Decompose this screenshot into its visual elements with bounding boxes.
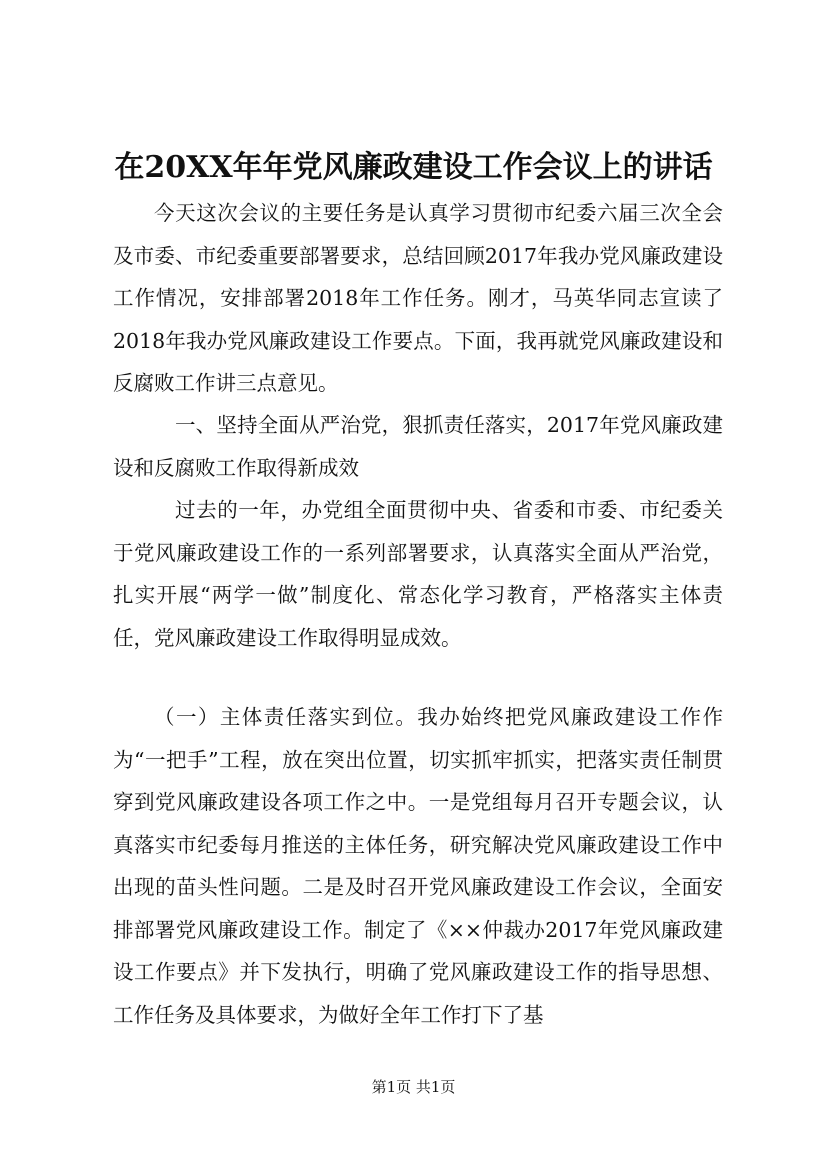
section-heading-1: 一、坚持全面从严治党，狠抓责任落实，2017年党风廉政建设和反腐败工作取得新成效 bbox=[113, 413, 723, 480]
paragraph-intro: 今天这次会议的主要任务是认真学习贯彻市纪委六届三次全会及市委、市纪委重要部署要求，总结回顾2017年我办党风廉政建设工作情况，安排部署2018年工作任务。刚才，马英华同志宣读了2018年我办党风廉政建设工作要点。下面，我再就党风廉政建设和反腐败工作讲三点意见。 bbox=[113, 201, 723, 395]
paragraph-responsibility: （一）主体责任落实到位。我办始终把党风廉政建设工作作为“一把手”工程，放在突出位置，切实抓牢抓实，把落实责任制贯穿到党风廉政建设各项工作之中。一是党组每月召开专题会议，认真落实市纪委每月推送的主体任务，研究解决党风廉政建设工作中出现的苗头性问题。二是及时召开党风廉政建设工作会议，全面安排部署党风廉政建设工作。制定了《××仲裁办2017年党风廉政建设工作要点》并下发执行，明确了党风廉政建设工作的指导思想、工作任务及具体要求，为做好全年工作打下了基 bbox=[113, 705, 723, 1027]
paragraph-review: 过去的一年，办党组全面贯彻中央、省委和市委、市纪委关于党风廉政建设工作的一系列部署要求，认真落实全面从严治党，扎实开展“两学一做”制度化、常态化学习教育，严格落实主体责任，党风廉政建设工作取得明显成效。 bbox=[113, 498, 723, 650]
page-footer: 第1页 共1页 bbox=[371, 1078, 456, 1096]
document-title: 在20XX年年党风廉政建设工作会议上的讲话 bbox=[114, 150, 713, 185]
